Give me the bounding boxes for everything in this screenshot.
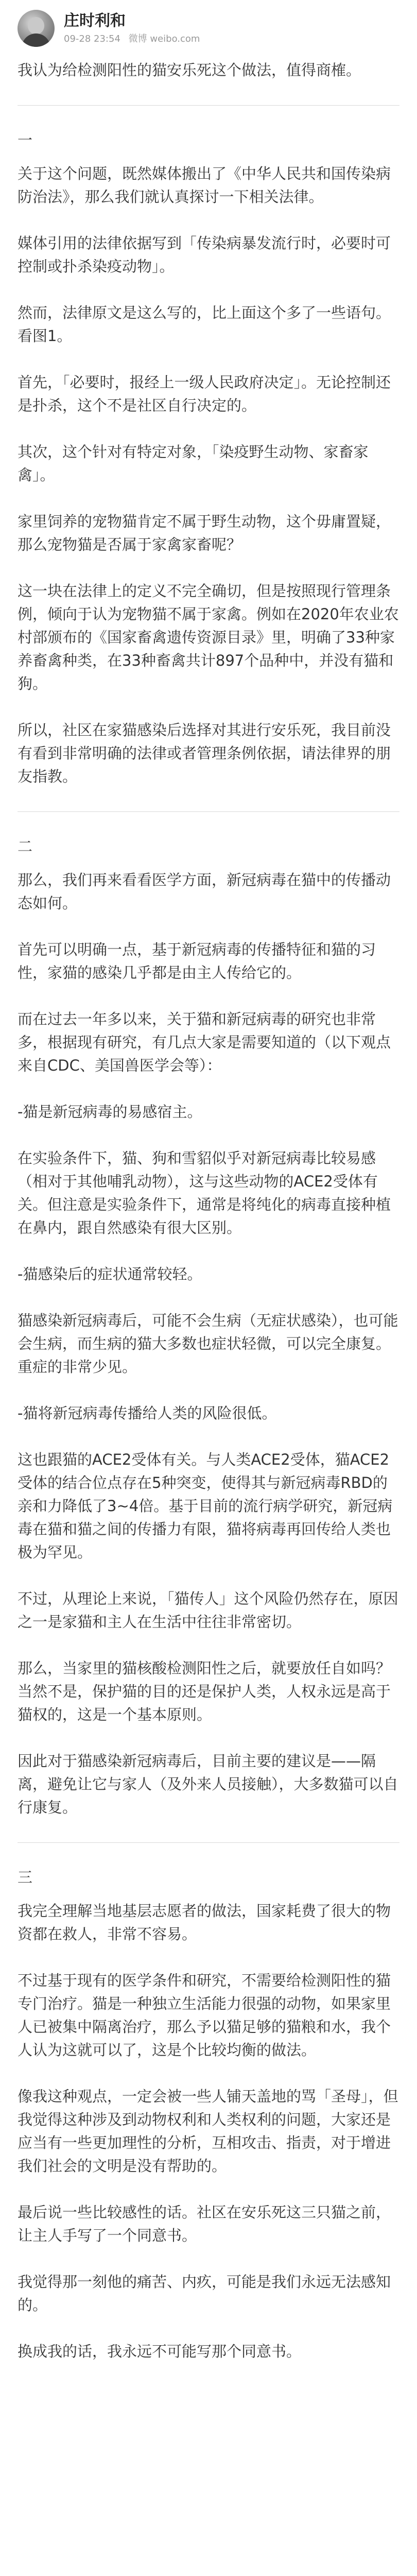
post-paragraph: 在实验条件下，猫、狗和雪貂似乎对新冠病毒比较易感（相对于其他哺乳动物），这与这些动物的ACE2受体有关。但注意是实验条件下，通常是将纯化的病毒直接种植在鼻内，跟自然感染有很大区别。 — [18, 1149, 391, 1236]
post-paragraph: 换成我的话，我永远不可能写那个同意书。 — [18, 2343, 302, 2360]
post-paragraph: 首先，「必要时，报经上一级人民政府决定」。无论控制还是扑杀，这个不是社区自行决定的。 — [18, 374, 391, 414]
post-paragraph: 媒体引用的法律依据写到「传染病暴发流行时，必要时可控制或扑杀染疫动物」。 — [18, 234, 391, 275]
section-number: 三 — [18, 1869, 33, 1886]
post-paragraph: 不过基于现有的医学条件和研究，不需要给检测阳性的猫专门治疗。猫是一种独立生活能力很强的动物，如果家里人已被集中隔离治疗，那么予以猫足够的猫粮和水，我个人认为这就可以了，这是个比较均衡的做法。 — [18, 1972, 391, 2059]
section-number: 一 — [18, 131, 33, 149]
post-paragraph: 那么，当家里的猫核酸检测阳性之后，就要放任自如吗？当然不是，保护猫的目的还是保护人类，人权永远是高于猫权的，这是一个基本原则。 — [18, 1659, 391, 1723]
avatar-face-shape — [28, 17, 44, 35]
post-paragraph: -猫是新冠病毒的易感宿主。 — [18, 1103, 202, 1121]
section-divider — [18, 105, 399, 106]
post-paragraph: -猫感染后的症状通常较轻。 — [18, 1265, 202, 1283]
post-meta — [64, 32, 205, 46]
post-paragraph: 然而，法律原文是这么写的，比上面这个多了一些语句。看图1。 — [18, 304, 391, 345]
section-divider — [18, 811, 399, 812]
section-number: 二 — [18, 838, 33, 855]
post-paragraph: 我完全理解当地基层志愿者的做法，国家耗费了很大的物资都在救人，非常不容易。 — [18, 1902, 391, 1943]
post-paragraph: 因此对于猫感染新冠病毒后，目前主要的建议是——隔离，避免让它与家人（及外来人员接触），大多数猫可以自行康复。 — [18, 1752, 398, 1816]
post-paragraph: 其次，这个针对有特定对象，「染疫野生动物、家畜家禽」。 — [18, 443, 369, 484]
post-paragraph: 家里饲养的宠物猫肯定不属于野生动物，这个毋庸置疑，那么宠物猫是否属于家禽家畜呢？ — [18, 513, 391, 553]
post-paragraph: 最后说一些比较感性的话。社区在安乐死这三只猫之前，让主人手写了一个同意书。 — [18, 2204, 391, 2244]
post-paragraph: 这一块在法律上的定义不完全确切，但是按照现行管理条例，倾向于认为宠物猫不属于家禽。例如在2020年农业农村部颁布的《国家畜禽遗传资源目录》里，明确了33种家养畜禽种类，在33种畜禽共计897个品种中，并没有猫和狗。 — [18, 582, 399, 692]
avatar-body-shape — [22, 33, 50, 47]
section-divider — [18, 1842, 399, 1843]
post-paragraph: 而在过去一年多以来，关于猫和新冠病毒的研究也非常多，根据现有研究，有几点大家是需要知道的（以下观点来自CDC、美国兽医学会等）： — [18, 1010, 391, 1074]
post-paragraph: 猫感染新冠病毒后，可能不会生病（无症状感染），也可能会生病，而生病的猫大多数也症状轻微，可以完全康复。重症的非常少见。 — [18, 1312, 398, 1376]
post-paragraph: 首先可以明确一点，基于新冠病毒的传播特征和猫的习性，家猫的感染几乎都是由主人传给它的。 — [18, 941, 376, 981]
username[interactable]: 庄时利和 — [64, 12, 126, 30]
post-source: 微博 weibo.com — [128, 33, 200, 44]
post-paragraph: 我认为给检测阳性的猫安乐死这个做法，值得商榷。 — [18, 61, 361, 79]
post-content — [0, 52, 417, 2363]
post-paragraph: 关于这个问题，既然媒体搬出了《中华人民共和国传染病防治法》，那么我们就认真探讨一下相关法律。 — [18, 165, 391, 206]
post-paragraph: 像我这种观点，一定会被一些人铺天盖地的骂「圣母」，但我觉得这种涉及到动物权利和人类权利的问题，大家还是应当有一些更加理性的分析，互相攻击、指责，对于增进我们社会的文明是没有帮助的。 — [18, 2088, 398, 2175]
post-timestamp: 09-28 23:54 — [64, 33, 120, 44]
post-paragraph: 所以，社区在家猫感染后选择对其进行安乐死，我目前没有看到非常明确的法律或者管理条例依据，请法律界的朋友指教。 — [18, 721, 391, 785]
post-paragraph: 那么，我们再来看看医学方面，新冠病毒在猫中的传播动态如何。 — [18, 871, 391, 912]
user-meta — [64, 11, 205, 46]
post-header — [0, 0, 417, 52]
post-paragraph: 不过，从理论上来说，「猫传人」这个风险仍然存在，原因之一是家猫和主人在生活中往往非常密切。 — [18, 1590, 398, 1631]
post-paragraph: 我觉得那一刻他的痛苦、内疚，可能是我们永远无法感知的。 — [18, 2273, 391, 2314]
avatar[interactable] — [18, 10, 55, 47]
post-paragraph: -猫将新冠病毒传播给人类的风险很低。 — [18, 1404, 277, 1422]
post-paragraph: 这也跟猫的ACE2受体有关。与人类ACE2受体，猫ACE2受体的结合位点存在5种突变，使得其与新冠病毒RBD的亲和力降低了3~4倍。基于目前的流行病学研究，新冠病毒在猫和猫之间的传播力有限，猫将病毒再回传给人类也极为罕见。 — [18, 1451, 393, 1561]
